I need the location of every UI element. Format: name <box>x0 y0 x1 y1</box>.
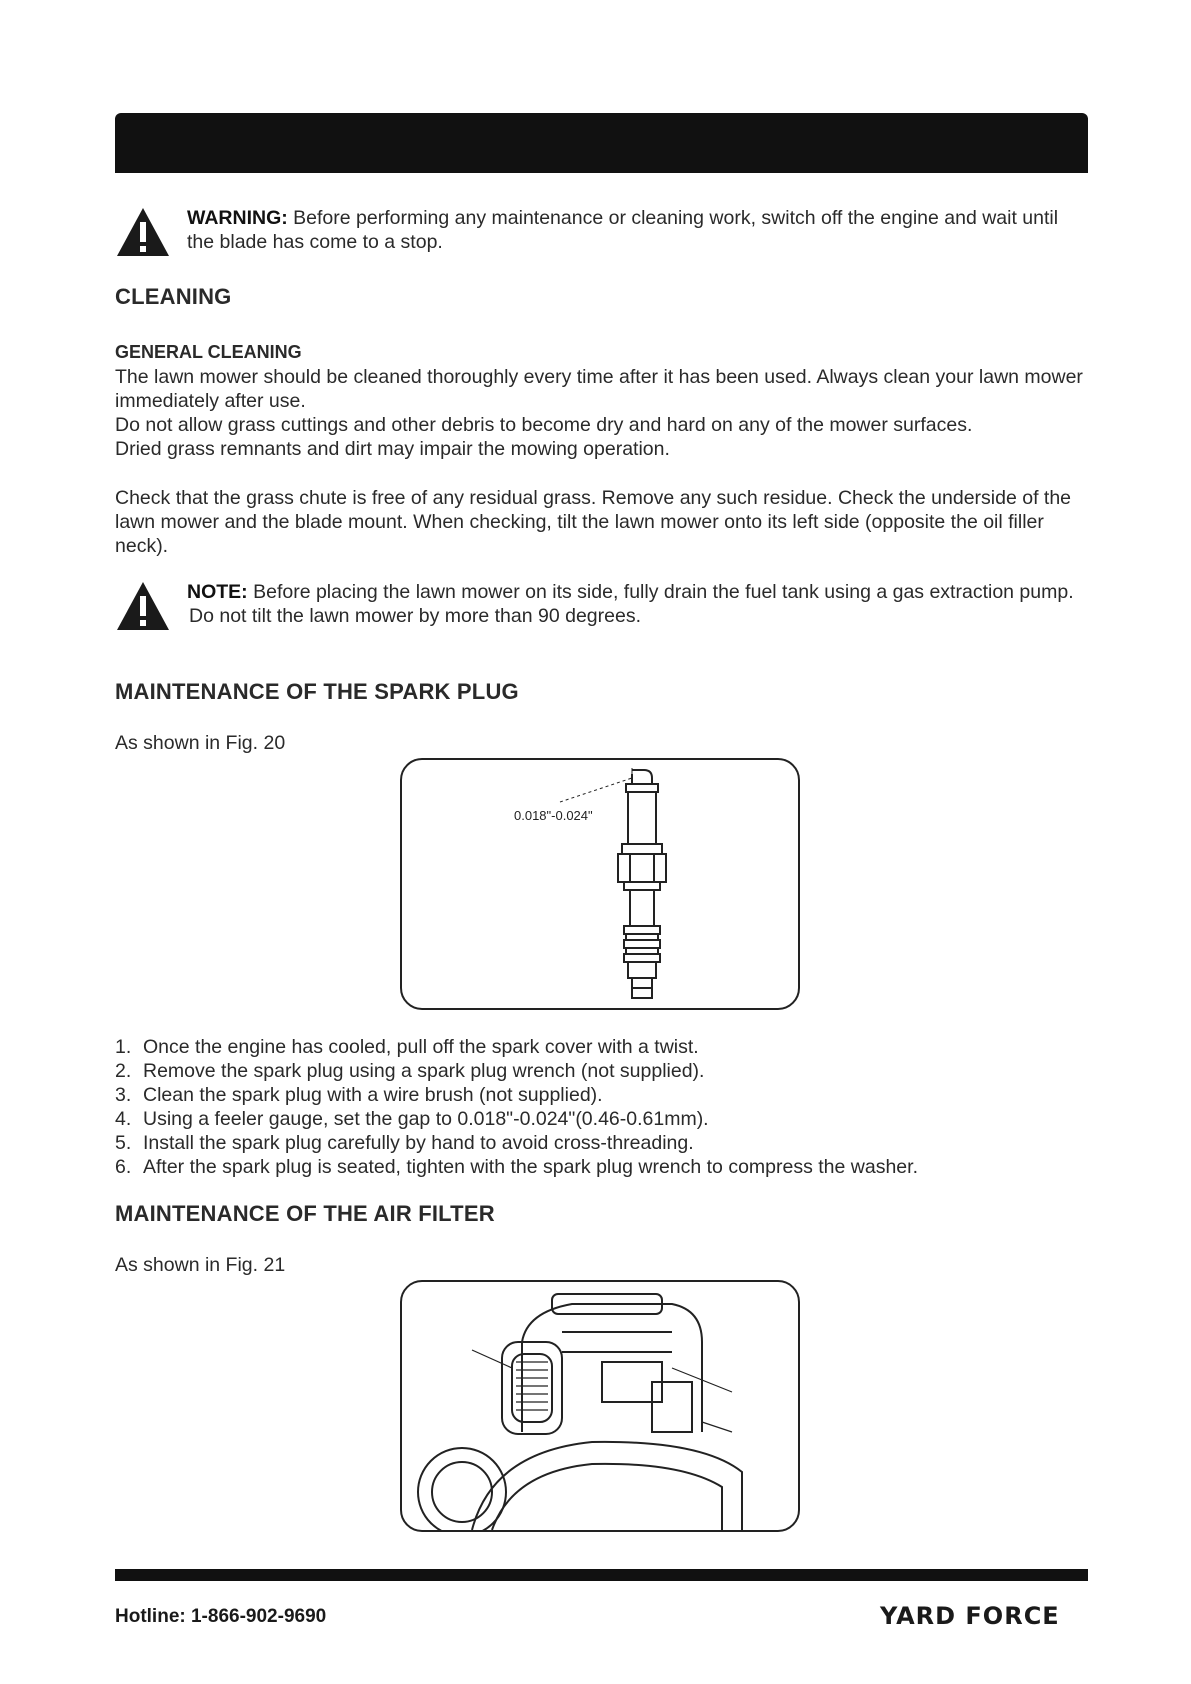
brand-logo: YARD FORCE <box>880 1602 1060 1630</box>
cleaning-line: Dried grass remnants and dirt may impair the mowing operation. <box>115 438 670 460</box>
note-text: NOTE: Before placing the lawn mower on its side, fully drain the fuel tank using a gas extraction pump. Do not tilt the lawn mower by more than 90 degrees. <box>187 580 1090 628</box>
warning-icon <box>115 206 171 258</box>
footer-bar <box>115 1569 1088 1581</box>
spark-plug-drawing <box>402 760 798 1008</box>
air-filter-drawing <box>402 1282 798 1530</box>
general-cleaning-heading: GENERAL CLEANING <box>115 342 302 362</box>
warning-text: WARNING: Before performing any maintenance or cleaning work, switch off the engine and wait until the blade has come to a stop. <box>187 207 1059 253</box>
step-item: 6. After the spark plug is seated, tighten with the spark plug wrench to compress the washer. <box>115 1156 918 1178</box>
step-item: 4. Using a feeler gauge, set the gap to 0.018"-0.024"(0.46-0.61mm). <box>115 1108 709 1130</box>
cleaning-heading: CLEANING <box>115 284 232 309</box>
spark-plug-heading: MAINTENANCE OF THE SPARK PLUG <box>115 679 519 704</box>
air-filter-figure <box>400 1280 800 1532</box>
general-cleaning-text <box>115 365 1090 461</box>
warning-icon <box>115 580 171 632</box>
cleaning-line: Do not allow grass cuttings and other debris to become dry and hard on any of the mower surfaces. <box>115 414 973 436</box>
step-item: 5. Install the spark plug carefully by hand to avoid cross-threading. <box>115 1132 694 1154</box>
note-text-2: Do not tilt the lawn mower by more than 90 degrees. <box>189 605 641 627</box>
header-bar <box>115 113 1088 173</box>
step-item: 1. Once the engine has cooled, pull off the spark cover with a twist. <box>115 1036 699 1058</box>
warning-notice <box>115 206 1090 254</box>
fig20-reference: As shown in Fig. 20 <box>115 732 286 754</box>
step-item: 2. Remove the spark plug using a spark plug wrench (not supplied). <box>115 1060 705 1082</box>
fig21-reference: As shown in Fig. 21 <box>115 1254 286 1276</box>
spark-plug-steps <box>115 1035 918 1179</box>
note-notice <box>115 580 1090 628</box>
check-text: Check that the grass chute is free of any residual grass. Remove any such residue. Check the underside of the lawn mower and the blade mount. When checking, tilt the lawn mower onto its left side (opposite the oil filler neck). <box>115 487 1072 557</box>
gap-label: 0.018"-0.024" <box>514 808 593 823</box>
air-filter-heading: MAINTENANCE OF THE AIR FILTER <box>115 1201 495 1226</box>
cleaning-line: The lawn mower should be cleaned thoroughly every time after it has been used. Always clean your lawn mower immediately after use. <box>115 366 1083 412</box>
spark-plug-figure <box>400 758 800 1010</box>
step-item: 3. Clean the spark plug with a wire brush (not supplied). <box>115 1084 603 1106</box>
hotline: Hotline: 1-866-902-9690 <box>115 1606 327 1627</box>
